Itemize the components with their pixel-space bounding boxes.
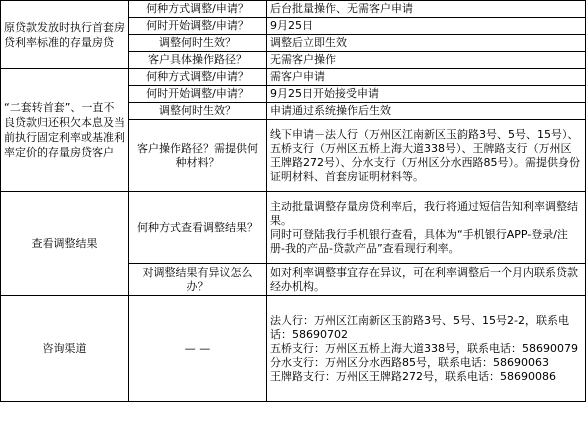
contact-line: 五桥支行：万州区五桥上海大道338号，联系电话：58690079 <box>270 341 578 355</box>
answer-cell: 线下申请－法人行（万州区江南新区玉韵路3号、5号、15号）、五桥支行（万州区五桥上海大道338号）、王牌路支行（万州区王牌路272号）、分水支行（万州区分水西路85号）。需提供身份证明材料、首套房证明材料等。 <box>267 120 586 192</box>
question-cell: 何种方式查看调整结果？ <box>129 192 267 264</box>
answer-cell: 9月25日开始接受申请 <box>267 86 586 103</box>
table-row <box>1 1 586 18</box>
answer-line: 同时可登陆我行手机银行查看，具体为“手机银行APP-登录/注册-我的产品-贷款产品”查看现行利率。 <box>270 227 568 255</box>
category-cell: 查看调整结果 <box>1 192 129 296</box>
question-cell: 何时开始调整/申请？ <box>129 18 267 35</box>
answer-cell: 申请通过系统操作后生效 <box>267 103 586 120</box>
answer-cell <box>267 192 586 264</box>
table-row <box>1 69 586 86</box>
answer-line: 主动批量调整存量房贷利率后，我行将通过短信告知利率调整结果。 <box>270 199 578 227</box>
answer-cell: 9月25日 <box>267 18 586 35</box>
contact-line: 王牌路支行：万州区王牌路272号，联系电话：58690086 <box>270 369 556 383</box>
category-cell: “二套转首套”、一直不良贷款归还积欠本息及当前执行固定利率或基准利率定价的存量房贷客户 <box>1 69 129 192</box>
question-cell: 何种方式调整/申请？ <box>129 69 267 86</box>
question-cell: 客户操作路径？需提供何种材料？ <box>129 120 267 192</box>
question-cell: 对调整结果有异议怎么办？ <box>129 264 267 296</box>
answer-cell: 需客户申请 <box>267 69 586 86</box>
contact-line: 分水支行：万州区分水西路85号，联系电话：58690063 <box>270 355 549 369</box>
answer-cell: 调整后立即生效 <box>267 35 586 52</box>
answer-cell: 如对利率调整事宜存在异议，可在利率调整后一个月内联系贷款经办机构。 <box>267 264 586 296</box>
question-cell: 何种方式调整/申请？ <box>129 1 267 18</box>
table-row <box>1 192 586 264</box>
question-cell: 调整何时生效？ <box>129 35 267 52</box>
question-cell: 何时开始调整/申请？ <box>129 86 267 103</box>
question-cell: 客户具体操作路径？ <box>129 52 267 69</box>
answer-cell: 无需客户操作 <box>267 52 586 69</box>
table-row <box>1 296 586 402</box>
question-cell: — — <box>129 296 267 402</box>
contact-line: 法人行：万州区江南新区玉韵路3号、5号、15号2-2，联系电话：58690702 <box>270 313 569 341</box>
question-cell: 调整何时生效？ <box>129 103 267 120</box>
answer-cell <box>267 296 586 402</box>
category-cell: 原贷款发放时执行首套房贷利率标准的存量房贷 <box>1 1 129 69</box>
answer-cell: 后台批量操作、无需客户申请 <box>267 1 586 18</box>
category-cell: 咨询渠道 <box>1 296 129 402</box>
